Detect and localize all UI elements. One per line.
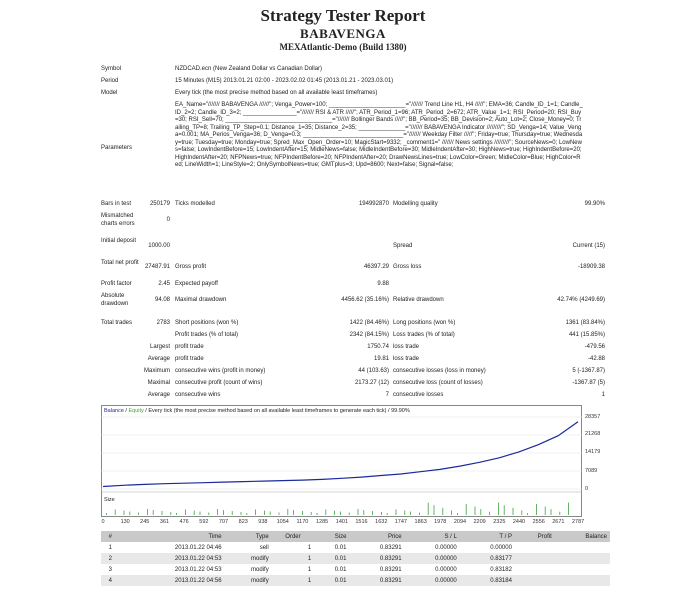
- deals-header-cell: Type: [225, 531, 272, 542]
- model-value: Every tick (the most precise method based on all available least timeframes): [175, 90, 378, 96]
- size-bar: [451, 510, 452, 515]
- quality-value: 99.90%: [584, 201, 605, 207]
- x-tick-label: 1170: [296, 519, 309, 525]
- deals-row: [101, 564, 610, 575]
- deals-cell: 4: [101, 575, 120, 586]
- deals-cell: 1: [272, 553, 315, 564]
- x-tick-label: 2325: [493, 519, 506, 525]
- deals-cell: 0.01: [334, 566, 347, 573]
- x-tick-label: 1632: [375, 519, 388, 525]
- size-bar: [153, 510, 154, 515]
- parameters-label: Parameters: [101, 145, 133, 151]
- size-bar: [521, 510, 522, 515]
- size-bar: [185, 510, 186, 516]
- size-bar: [124, 511, 125, 516]
- profit-factor-value: 2.45: [158, 281, 170, 287]
- bars-value: 250179: [149, 201, 170, 207]
- size-bar: [466, 504, 467, 515]
- quality-label: Modelling quality: [393, 201, 438, 207]
- deals-cell: [555, 553, 610, 564]
- deals-cell: 0.01: [314, 575, 349, 586]
- deals-row: [101, 575, 610, 586]
- deals-cell: 2013.01.22 04:53: [120, 553, 225, 564]
- x-tick-label: 1054: [276, 519, 289, 525]
- x-tick-label: 707: [218, 519, 229, 525]
- size-bar: [208, 513, 209, 516]
- x-tick-label: 592: [199, 519, 209, 525]
- size-bar: [317, 513, 318, 515]
- deals-cell: modify: [225, 553, 272, 564]
- deals-cell: 3: [108, 566, 112, 573]
- max-cons-wins-label: consecutive wins (profit in money): [175, 368, 266, 374]
- legend-sep: /: [123, 408, 129, 414]
- deals-cell: 0.00000: [435, 544, 457, 551]
- deals-cell: 1: [108, 544, 112, 551]
- loss-trades-value: 441 (15.85%): [568, 332, 605, 338]
- x-tick-label: 2209: [473, 519, 486, 525]
- y-tick-label: 7089: [585, 467, 598, 474]
- x-tick-label: 1401: [335, 519, 349, 525]
- size-bar: [217, 509, 218, 515]
- size-bar: [489, 512, 490, 515]
- size-bar: [387, 513, 388, 515]
- x-tick-label: 1285: [316, 519, 329, 525]
- size-bar: [404, 511, 405, 516]
- size-bar: [372, 511, 373, 515]
- size-bar: [129, 512, 130, 516]
- avg-cons-losses-value: 1: [601, 392, 605, 398]
- deals-header-cell: Profit: [515, 531, 555, 542]
- largest-loss-value: -479.56: [584, 344, 605, 350]
- x-tick-label: 245: [140, 519, 150, 525]
- y-tick-label: 28357: [585, 413, 601, 420]
- deals-cell: 0.00000: [405, 575, 460, 586]
- deals-cell: [555, 575, 610, 586]
- size-bar: [264, 511, 265, 516]
- period-label: Period: [101, 78, 119, 84]
- abs-drawdown-value: 94.08: [154, 297, 170, 303]
- deals-cell: 0.83184: [460, 575, 515, 586]
- avg-cons-losses-label: consecutive losses: [393, 392, 444, 398]
- size-bar: [106, 513, 107, 515]
- size-bar: [396, 510, 397, 516]
- mismatch-label: Mismatched charts errors: [101, 213, 135, 227]
- max-drawdown-label: Maximal drawdown: [175, 297, 227, 303]
- size-bar: [551, 509, 552, 515]
- max-cons-loss-label: consecutive loss (count of losses): [393, 380, 483, 386]
- size-bar: [241, 512, 242, 515]
- deals-header-cell: S / L: [405, 531, 460, 542]
- avg-cons-wins-label: consecutive wins: [175, 392, 221, 398]
- x-tick-label: 1978: [434, 519, 447, 525]
- size-bar: [428, 503, 429, 515]
- size-bar: [419, 513, 420, 516]
- deals-cell: [515, 564, 555, 575]
- size-bar: [442, 508, 443, 515]
- average-profit-value: 19.81: [373, 356, 389, 362]
- x-tick-label: 1516: [355, 519, 368, 525]
- size-bar: [232, 511, 233, 515]
- max-cons-wins-value: 44 (103.63): [358, 368, 389, 374]
- maximum-label: Maximum: [143, 368, 170, 374]
- avg-cons-wins-value: 7: [385, 392, 389, 398]
- gross-profit-label: Gross profit: [175, 264, 207, 270]
- size-bar: [434, 505, 435, 515]
- average-profit-label: profit trade: [175, 356, 204, 362]
- size-bar: [568, 503, 569, 515]
- size-bar: [410, 512, 411, 516]
- ea-name: BABAVENGA: [300, 26, 386, 41]
- size-bar: [293, 510, 294, 515]
- deals-table: [101, 531, 610, 586]
- deals-cell: 0.00000: [435, 566, 457, 573]
- payoff-value: 9.88: [377, 281, 389, 287]
- size-bar: [194, 511, 195, 516]
- largest-profit-label: profit trade: [175, 344, 204, 350]
- deals-cell: [555, 564, 610, 575]
- deals-cell: modify: [225, 575, 272, 586]
- max-cons-loss-value: -1367.87 (5): [572, 380, 605, 386]
- size-label: Size: [104, 497, 115, 503]
- deals-cell: [555, 542, 610, 553]
- size-bar: [363, 510, 364, 515]
- size-bar: [334, 511, 335, 516]
- size-bar: [475, 507, 476, 516]
- size-bar: [559, 512, 560, 515]
- deals-cell: 0.83291: [349, 575, 404, 586]
- symbol-value: NZDCAD.ecn (New Zealand Dollar vs Canadian Dollar): [175, 66, 323, 72]
- deals-cell: 0.00000: [490, 544, 512, 551]
- profit-trades-label: Profit trades (% of total): [175, 332, 239, 338]
- short-label: Short positions (won %): [175, 320, 239, 326]
- deals-cell: [515, 542, 555, 553]
- deals-header-cell: Order: [272, 531, 315, 542]
- deals-cell: 2: [101, 553, 120, 564]
- x-tick-label: 2556: [532, 519, 545, 525]
- loss-trades-label: Loss trades (% of total): [393, 332, 455, 338]
- largest-label: Largest: [149, 344, 170, 350]
- deals-body: [101, 542, 610, 586]
- size-bar: [498, 503, 499, 515]
- size-bar: [381, 512, 382, 515]
- balance-chart: [101, 405, 582, 517]
- x-tick-label: 361: [159, 519, 170, 525]
- largest-profit-value: 1750.74: [367, 344, 389, 350]
- server-name: MEXAtlantic-Demo (Build 1380): [279, 42, 407, 52]
- y-tick-label: 21268: [585, 431, 601, 438]
- deals-cell: 0.83291: [349, 553, 404, 564]
- deals-cell: sell: [259, 544, 269, 551]
- deposit-label: Initial deposit: [101, 238, 137, 244]
- y-tick-label: 14179: [585, 449, 601, 456]
- deals-cell: 2013.01.22 04:53: [174, 566, 222, 573]
- size-bar: [504, 505, 505, 515]
- deals-cell: 0.83182: [490, 566, 512, 573]
- total-trades-label: Total trades: [101, 320, 133, 326]
- size-bar: [115, 510, 116, 516]
- deals-header-cell: T / P: [460, 531, 515, 542]
- size-bar: [246, 513, 247, 515]
- model-label: Model: [101, 90, 118, 96]
- x-tick-label: 2671: [552, 519, 565, 525]
- rel-drawdown-value: 42.74% (4249.69): [557, 297, 605, 303]
- period-value: 15 Minutes (M15) 2013.01.21 02:00 - 2023.02.02 01:45 (2013.01.21 - 2023.03.01): [175, 78, 394, 84]
- ticks-value: 194992870: [358, 201, 389, 207]
- deals-cell: modify: [251, 566, 269, 573]
- deals-cell: 0.01: [314, 553, 349, 564]
- symbol-label: Symbol: [101, 66, 122, 72]
- bars-label: Bars in test: [101, 201, 132, 207]
- deals-header-cell: Time: [120, 531, 225, 542]
- size-bar: [270, 512, 271, 516]
- deals-header-cell: Size: [314, 531, 349, 542]
- size-bar: [513, 508, 514, 515]
- deals-header-cell: Balance: [555, 531, 610, 542]
- x-tick-label: 2440: [512, 519, 526, 525]
- report-title: Strategy Tester Report: [260, 6, 426, 25]
- net-profit-value: 27487.91: [144, 264, 170, 270]
- x-tick-label: 823: [238, 519, 248, 525]
- deals-cell: 0.83177: [460, 553, 515, 564]
- x-tick-label: 1747: [394, 519, 407, 525]
- deals-cell: 1: [307, 544, 312, 551]
- average-label: Average: [147, 356, 170, 362]
- long-label: Long positions (won %): [393, 320, 456, 326]
- size-bar: [358, 509, 359, 515]
- size-bar: [200, 512, 201, 516]
- deals-header-cell: #: [101, 531, 120, 542]
- maximal-label: Maximal: [147, 380, 170, 386]
- size-bar: [311, 512, 312, 515]
- deals-row: [101, 542, 610, 553]
- x-tick-label: 2787: [572, 519, 585, 525]
- size-bar: [527, 513, 528, 515]
- ticks-label: Ticks modelled: [175, 201, 215, 207]
- size-bar: [287, 509, 288, 515]
- deals-row: [101, 553, 610, 564]
- deals-cell: 1: [307, 566, 312, 573]
- parameters-value: EA_Name="/////// BABAVENGA //////"; Venga_Power=100; _______________________="/////// Trend Line H1, H4 /////"; EMA=36; Candle_ID_1=1; Candle_ID_2=2; Candle_ID_3=2; ________________="/////// RSI & ATR /////"; ATR_Period_1=96; ATR_Period_2=672; ATR_Value_1=1; RSI_Period=20; RSI_Buy=30; RSI_Sell=70; ________________________________="/////// Bollinger Bands /////"; BB_Period=35; BB_Devision=2; Auto_Lot=2; Close_Money=0; Trailing_TP=8; Trailing_TP_Step=0.1; Distance_1=35; Distance_2=35; ______________="/////// BABAVENGA Indicator /////////"; SD_Venga=14; Value_Venga=0.001; MA_Perios_Venga=36; D_Venga=0.3; ______________________________="/////// Weekday Filter /////"; Friday=true; Thursday=true; Wednesday=true; Tuesday=true; Monday=true; Spred_Max_Open_Order=10; MagicStart=9332; _comment1=" /////// News settings /////////"; SourceNews=0; LowNews=false; LowIndentBefore=15; LowIndentAfter=15; MidleNews=false; MidleIndentBefore=30; MidleIndentAfter=30; HighNews=true; HighIndentBefore=20; HighIndentAfter=20; NFPNews=true; NFPIndentBefore=20; NFPIndentAfter=20; DrawNewsLines=true; LowColor=Green; MidleColor=Blue; HighColor=Red; LineWidth=1; LineStyle=2; OnlySymbolNews=true; GMTplus=3; Upd=8600; Next=false; Signal=false;: [175, 102, 583, 168]
- average-loss-label: loss trade: [393, 356, 420, 362]
- max-drawdown-value: 4456.62 (35.16%): [341, 297, 389, 303]
- size-bar: [480, 509, 481, 515]
- deals-cell: 0.01: [334, 544, 347, 551]
- gross-loss-label: Gross loss: [393, 264, 422, 270]
- max-cons-losses-value: 5 (-1367.87): [572, 368, 605, 374]
- deals-cell: [515, 553, 555, 564]
- size-bar: [223, 510, 224, 515]
- deals-cell: 1: [272, 575, 315, 586]
- net-profit-label: Total net profit: [101, 260, 139, 266]
- deals-cell: 0.83291: [379, 566, 402, 573]
- deals-cell: [515, 575, 555, 586]
- legend-balance: Balance: [104, 408, 124, 414]
- largest-loss-label: loss trade: [393, 344, 420, 350]
- max-cons-profit-value: 2173.27 (12): [354, 380, 389, 386]
- rel-drawdown-label: Relative drawdown: [393, 297, 444, 303]
- spread-value: Current (15): [572, 243, 605, 249]
- legend-equity: Equity: [128, 408, 144, 414]
- x-tick-label: 938: [258, 519, 268, 525]
- profit-trades-value: 2342 (84.15%): [349, 332, 389, 338]
- size-bar: [457, 513, 458, 515]
- mismatch-value: 0: [166, 217, 170, 223]
- x-tick-label: 2094: [453, 519, 467, 525]
- max-cons-losses-label: consecutive losses (loss in money): [393, 368, 486, 374]
- profit-factor-label: Profit factor: [101, 281, 132, 287]
- deposit-value: 1000.00: [148, 243, 170, 249]
- size-bar: [162, 511, 163, 515]
- deals-cell: 2013.01.22 04:46: [174, 544, 222, 551]
- x-tick-label: 0: [101, 519, 105, 525]
- spread-label: Spread: [393, 243, 413, 249]
- size-bar: [349, 513, 350, 516]
- legend-rest: / Every tick (the most precise method based on all available least timeframes to generate each tick) / 99.90%: [143, 408, 410, 414]
- x-tick-label: 1863: [414, 519, 427, 525]
- size-bar: [176, 513, 177, 515]
- payoff-label: Expected payoff: [175, 281, 218, 287]
- deals-cell: 0.83291: [379, 544, 402, 551]
- deals-cell: 2013.01.22 04:56: [120, 575, 225, 586]
- size-bar: [545, 507, 546, 516]
- deals-header-cell: Price: [349, 531, 404, 542]
- average2-label: Average: [147, 392, 170, 398]
- chart-frame: [102, 406, 582, 517]
- long-value: 1361 (83.84%): [565, 320, 605, 326]
- gross-loss-value: -18909.38: [577, 264, 605, 270]
- average-loss-value: -42.88: [587, 356, 605, 362]
- size-bar: [325, 510, 326, 516]
- size-bar: [279, 513, 280, 516]
- deals-header-row: [101, 531, 610, 542]
- size-bar: [536, 504, 537, 515]
- total-trades-value: 2783: [156, 320, 170, 326]
- size-bar: [138, 513, 139, 516]
- size-bar: [170, 512, 171, 515]
- x-tick-label: 476: [179, 519, 189, 525]
- chart-legend: [104, 408, 410, 414]
- x-tick-label: 130: [120, 519, 130, 525]
- short-value: 1422 (84.46%): [349, 320, 389, 326]
- size-bar: [340, 512, 341, 516]
- size-bar: [147, 509, 148, 515]
- size-bar: [255, 510, 256, 516]
- deals-cell: 0.00000: [405, 553, 460, 564]
- gross-profit-value: 46397.29: [363, 264, 389, 270]
- abs-drawdown-label: Absolute drawdown: [101, 293, 129, 307]
- max-cons-profit-label: consecutive profit (count of wins): [175, 380, 263, 386]
- size-bar: [302, 511, 303, 515]
- y-tick-label: 0: [585, 485, 589, 492]
